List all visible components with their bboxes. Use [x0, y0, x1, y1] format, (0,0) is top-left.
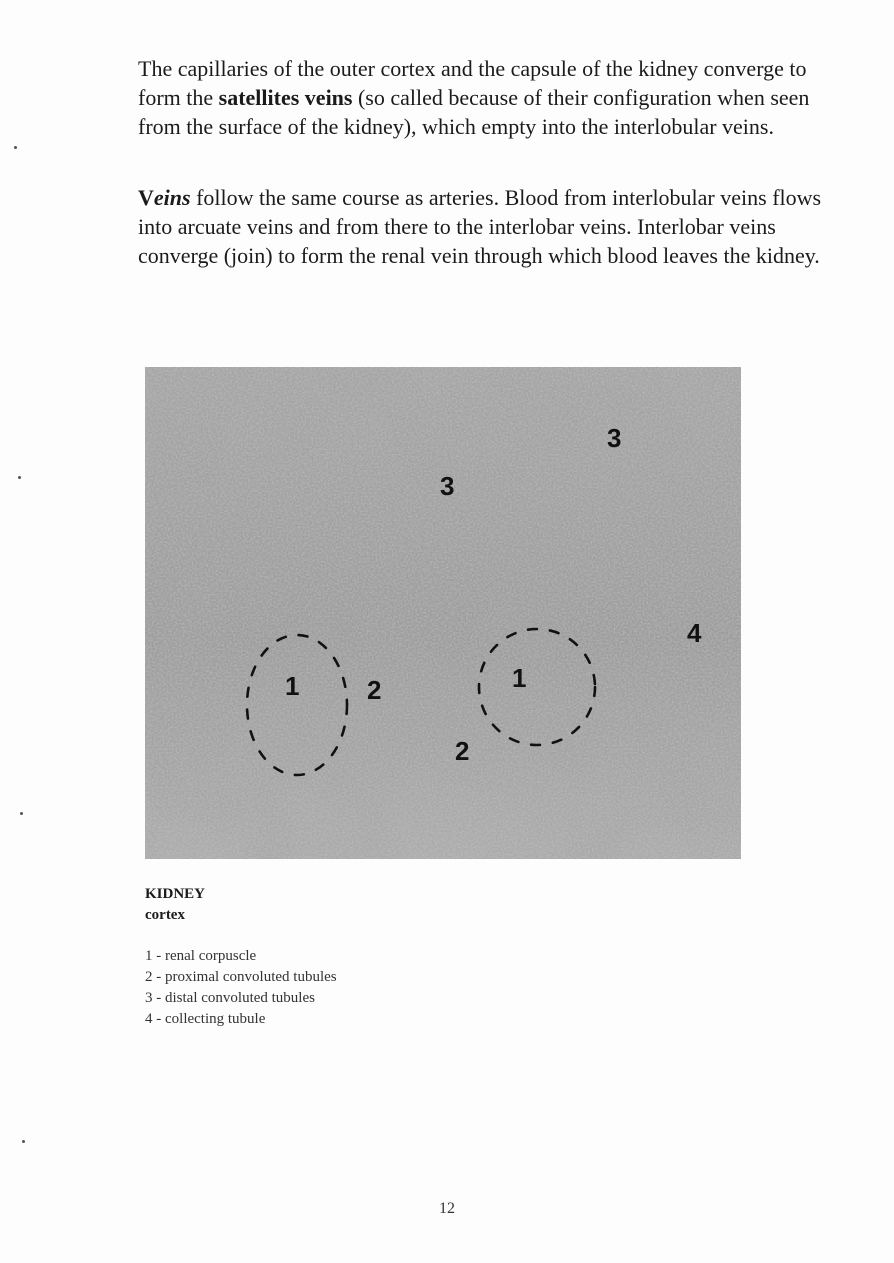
figure-label-1-right: 1 — [512, 663, 527, 693]
kidney-cortex-micrograph — [145, 367, 741, 859]
paragraph-1-text-start: The capillaries of the outer cortex and the capsule of the kidney converge to form the — [138, 56, 807, 110]
term-satellites-veins: satellites veins — [218, 85, 353, 110]
scan-speck — [18, 476, 21, 479]
term-veins-initial: V — [138, 185, 154, 210]
legend-item: 4 - collecting tubule — [145, 1011, 266, 1027]
scan-speck — [22, 1140, 25, 1143]
figure-caption-subtitle: cortex — [145, 907, 185, 923]
paragraph-1-text-end: (so called because of their configuration when seen from the surface of the kidney), which empty into the interlobular veins. — [138, 85, 810, 139]
figure-label-2-left: 2 — [367, 675, 382, 705]
figure-label-3-center: 3 — [440, 471, 455, 501]
figure-legend — [145, 946, 337, 1030]
paragraph-satellite-veins — [138, 54, 828, 141]
legend-item: 1 - renal corpuscle — [145, 948, 257, 964]
figure-label-1-left: 1 — [285, 671, 300, 701]
scan-speck — [20, 812, 23, 815]
figure-label-3-right: 3 — [607, 423, 622, 453]
legend-item: 2 - proximal convoluted tubules — [145, 969, 337, 985]
paragraph-2-text: follow the same course as arteries. Blood from interlobular veins flows into arcuate veins and from there to the interlobar veins. Interlobar veins converge (join) to form the renal vein through which blood leaves the kidney. — [138, 185, 822, 268]
figure-label-4: 4 — [687, 618, 702, 648]
scan-speck — [14, 146, 17, 149]
term-veins-rest: eins — [153, 185, 191, 210]
page-number: 12 — [439, 1200, 455, 1217]
paragraph-veins — [138, 183, 828, 270]
figure-caption-title: KIDNEY — [145, 886, 206, 902]
figure-label-2-bottom: 2 — [455, 736, 470, 766]
micrograph-tissue-grain — [145, 367, 741, 859]
legend-item: 3 - distal convoluted tubules — [145, 990, 315, 1006]
